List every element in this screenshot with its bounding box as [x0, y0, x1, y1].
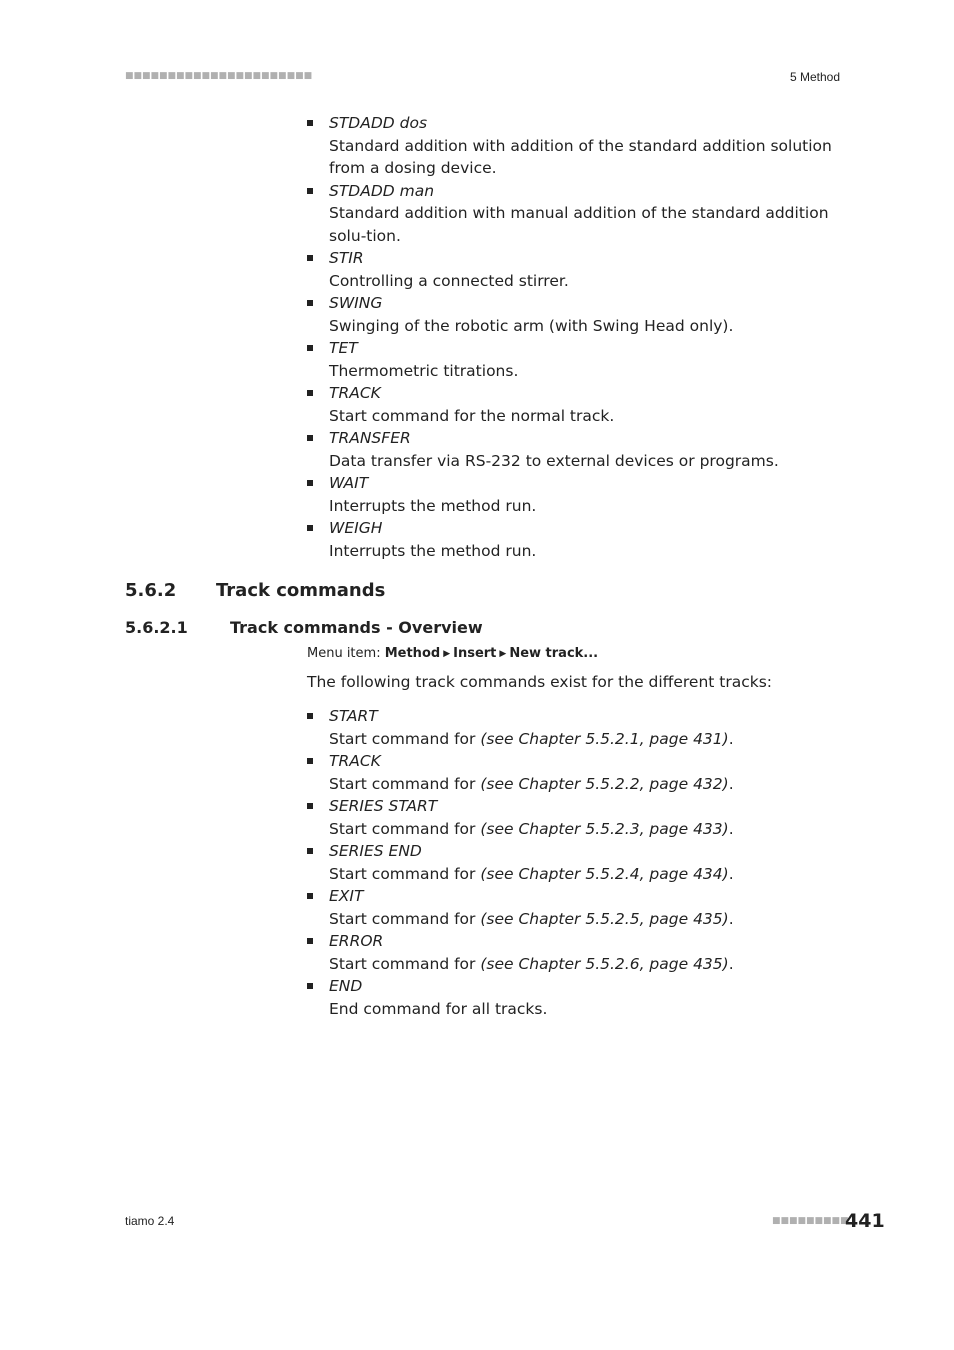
command-term: SERIES END: [329, 842, 422, 860]
list-item: [307, 180, 847, 248]
description-text: Start command for: [329, 954, 481, 973]
command-term: TRACK: [329, 752, 381, 770]
list-item: [307, 382, 847, 427]
bullet-icon: [307, 938, 313, 944]
command-term: STIR: [329, 249, 364, 267]
command-term: SWING: [329, 294, 383, 312]
bullet-icon: [307, 345, 313, 351]
subsection-number: 5.6.2.1: [125, 618, 188, 637]
command-term: SERIES START: [329, 797, 438, 815]
bullet-icon: [307, 803, 313, 809]
bullet-icon: [307, 120, 313, 126]
chapter-reference-link[interactable]: (see Chapter 5.5.2.5, page 435): [480, 909, 729, 928]
description-suffix: .: [728, 954, 734, 973]
description-suffix: .: [728, 864, 734, 883]
subsection-heading: [125, 618, 483, 637]
command-description: Data transfer via RS-232 to external devices or programs.: [329, 451, 779, 470]
menu-path-label: Menu item:: [307, 646, 381, 661]
chapter-reference-link[interactable]: (see Chapter 5.5.2.1, page 431): [480, 729, 729, 748]
list-item: [307, 705, 847, 750]
command-description: Standard addition with addition of the standard addition solution from a dosing device.: [329, 136, 832, 177]
command-description: Thermometric titrations.: [329, 361, 519, 380]
description-text: Start command for: [329, 774, 481, 793]
section-number: 5.6.2: [125, 580, 177, 601]
chapter-reference-link[interactable]: (see Chapter 5.5.2.2, page 432): [480, 774, 729, 793]
chapter-reference-link[interactable]: (see Chapter 5.5.2.3, page 433): [480, 819, 729, 838]
bullet-icon: [307, 255, 313, 261]
list-item: [307, 112, 847, 180]
bullet-icon: [307, 188, 313, 194]
bullet-icon: [307, 525, 313, 531]
list-item: [307, 292, 847, 337]
command-description: Interrupts the method run.: [329, 541, 537, 560]
bullet-icon: [307, 893, 313, 899]
footer-decoration: ■■■■■■■■■: [772, 1216, 849, 1226]
menu-path: [307, 646, 598, 661]
list-item: [307, 427, 847, 472]
menu-path-item: New track...: [509, 646, 599, 661]
list-item: [307, 247, 847, 292]
section-heading: [125, 580, 385, 601]
header-chapter: 5 Method: [789, 70, 840, 84]
command-term: TRACK: [329, 384, 381, 402]
list-item: [307, 885, 847, 930]
menu-path-item: Method: [384, 646, 441, 661]
description-suffix: .: [728, 819, 734, 838]
description-text: End command for all tracks.: [329, 999, 548, 1018]
list-item: [307, 750, 847, 795]
triangle-right-icon: ▶: [499, 649, 507, 659]
description-suffix: .: [728, 774, 734, 793]
command-term: WAIT: [329, 474, 369, 492]
intro-paragraph: The following track commands exist for the different tracks:: [307, 673, 773, 691]
chapter-reference-link[interactable]: (see Chapter 5.5.2.6, page 435): [480, 954, 729, 973]
bullet-icon: [307, 713, 313, 719]
command-description: Controlling a connected stirrer.: [329, 271, 569, 290]
command-description: [329, 773, 847, 796]
command-description: [329, 953, 847, 976]
command-term: START: [329, 707, 378, 725]
bullet-icon: [307, 300, 313, 306]
command-term: ERROR: [329, 932, 384, 950]
command-term: STDADD man: [329, 181, 435, 200]
list-item: [307, 840, 847, 885]
command-term: EXIT: [329, 887, 364, 905]
command-term: WEIGH: [329, 519, 383, 537]
command-term: TRANSFER: [329, 429, 411, 447]
description-suffix: .: [728, 729, 734, 748]
header-decoration: ■■■■■■■■■■■■■■■■■■■■■■: [125, 71, 313, 81]
list-item: [307, 795, 847, 840]
bullet-icon: [307, 390, 313, 396]
description-text: Start command for: [329, 864, 481, 883]
page-number: 441: [845, 1210, 885, 1232]
bullet-icon: [307, 758, 313, 764]
command-term: END: [329, 977, 363, 995]
command-description: Standard addition with manual addition of the standard addition solu-tion.: [329, 204, 829, 245]
bullet-icon: [307, 480, 313, 486]
command-description: Start command for the normal track.: [329, 406, 615, 425]
list-item: [307, 472, 847, 517]
bullet-icon: [307, 983, 313, 989]
command-term: TET: [329, 339, 358, 357]
command-description: [329, 863, 847, 886]
list-item: [307, 975, 847, 1020]
footer-product: tiamo 2.4: [125, 1214, 175, 1228]
list-item: [307, 517, 847, 562]
command-description: Swinging of the robotic arm (with Swing Head only).: [329, 316, 734, 335]
subsection-title: Track commands - Overview: [230, 618, 483, 637]
command-term: STDADD dos: [329, 114, 428, 132]
description-text: Start command for: [329, 729, 481, 748]
command-description: [329, 728, 847, 751]
bullet-icon: [307, 435, 313, 441]
menu-path-item: Insert: [453, 646, 497, 661]
track-command-list: [307, 705, 847, 1020]
command-description: [329, 908, 847, 931]
description-text: Start command for: [329, 909, 481, 928]
command-description: [329, 818, 847, 841]
bullet-icon: [307, 848, 313, 854]
chapter-reference-link[interactable]: (see Chapter 5.5.2.4, page 434): [480, 864, 729, 883]
command-description: [329, 998, 847, 1021]
command-description: Interrupts the method run.: [329, 496, 537, 515]
section-title: Track commands: [216, 580, 386, 601]
list-item: [307, 337, 847, 382]
description-suffix: .: [728, 909, 734, 928]
description-text: Start command for: [329, 819, 481, 838]
command-list-continued: [307, 112, 847, 562]
triangle-right-icon: ▶: [443, 649, 451, 659]
list-item: [307, 930, 847, 975]
